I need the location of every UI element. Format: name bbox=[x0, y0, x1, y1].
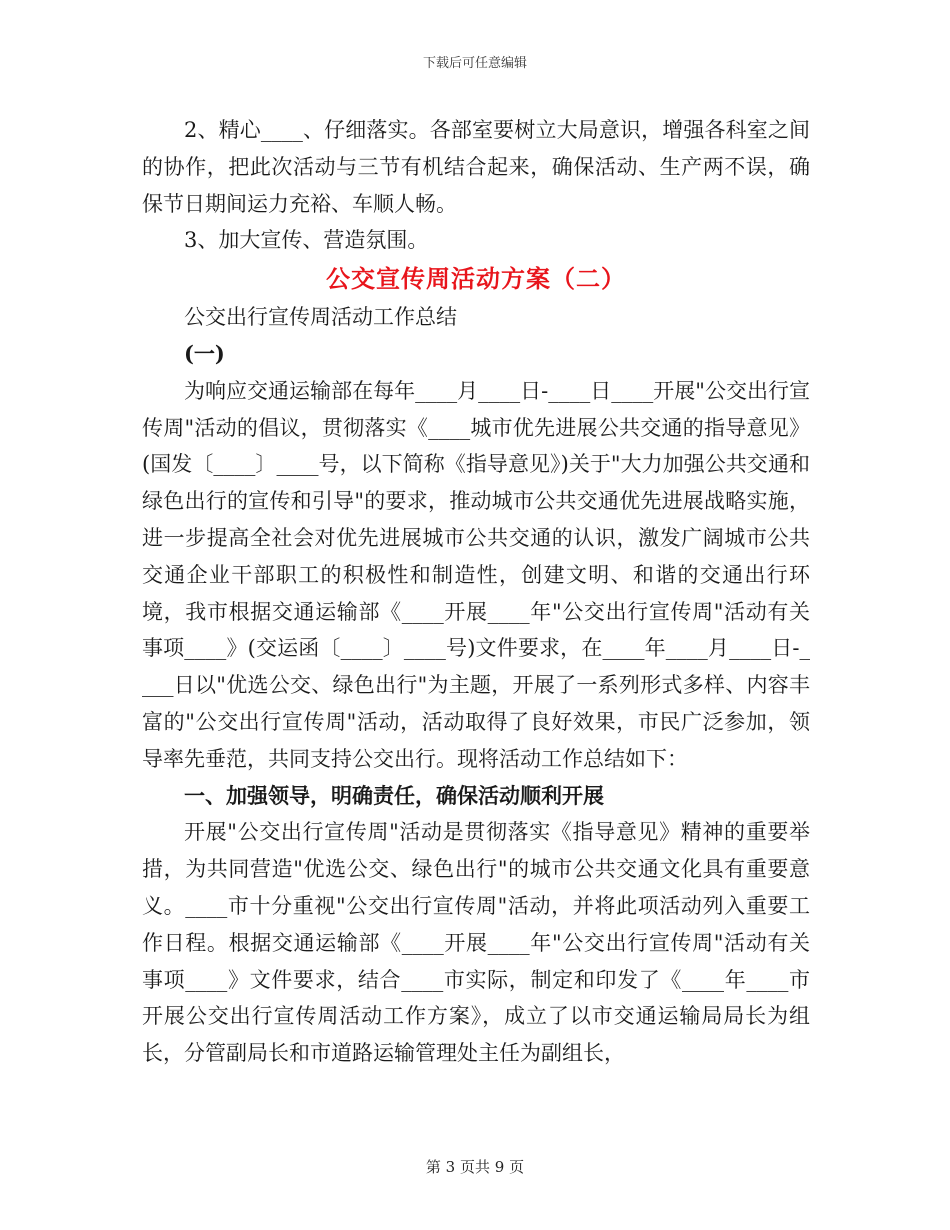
paragraph-leadership: 开展"公交出行宣传周"活动是贯彻落实《指导意见》精神的重要举措，为共同营造"优选公交、绿色出行"的城市公共交通文化具有重要意义。____市十分重视"公交出行宣传周"活动，并将此项活动列入重要工作日程。根据交通运输部《____开展____年"公交出行宣传周"活动有关事项____》文件要求，结合____市实际，制定和印发了《____年____市开展公交出行宣传周活动工作方案》，成立了以市交通运输局局长为组长，分管副局长和市道路运输管理处主任为副组长， bbox=[142, 820, 810, 1066]
paragraph-intro: 为响应交通运输部在每年____月____日-____日____开展"公交出行宣传周"活动的倡议，贯彻落实《____城市优先进展公共交通的指导意见》(国发〔____〕____号，以下简称《指导意见》)关于"大力加强公共交通和绿色出行的宣传和引导"的要求，推动城市公共交通优先进展战略实施，进一步提高全社会对优先进展城市公共交通的认识，激发广阔城市公共交通企业干部职工的积极性和制造性，创建文明、和谐的交通出行环境，我市根据交通运输部《____开展____年"公交出行宣传周"活动有关事项____》(交运函〔____〕____号)文件要求，在____年____月____日-____日以"优选公交、绿色出行"为主题，开展了一系列形式多样、内容丰富的"公交出行宣传周"活动，活动取得了良好效果，市民广泛参加，领导率先垂范，共同支持公交出行。现将活动工作总结如下： bbox=[142, 378, 810, 771]
paragraph-item-3: 3、加大宣传、营造氛围。 bbox=[184, 228, 429, 253]
subtitle: 公交出行宣传周活动工作总结 bbox=[184, 305, 457, 330]
section-marker: (一) bbox=[184, 340, 225, 366]
page-number: 第 3 页共 9 页 bbox=[425, 1158, 525, 1176]
heading-one: 一、加强领导，明确责任，确保活动顺利开展 bbox=[184, 782, 604, 808]
page-header: 下载后可任意编辑 bbox=[422, 56, 527, 71]
paragraph-item-2: 2、精心____、仔细落实。各部室要树立大局意识，增强各科室之间的协作，把此次活动与三节有机结合起来，确保活动、生产两不误，确保节日期间运力充裕、车顺人畅。 bbox=[142, 118, 810, 216]
document-body bbox=[142, 112, 810, 1072]
section-title: 公交宣传周活动方案（二） bbox=[326, 264, 626, 294]
